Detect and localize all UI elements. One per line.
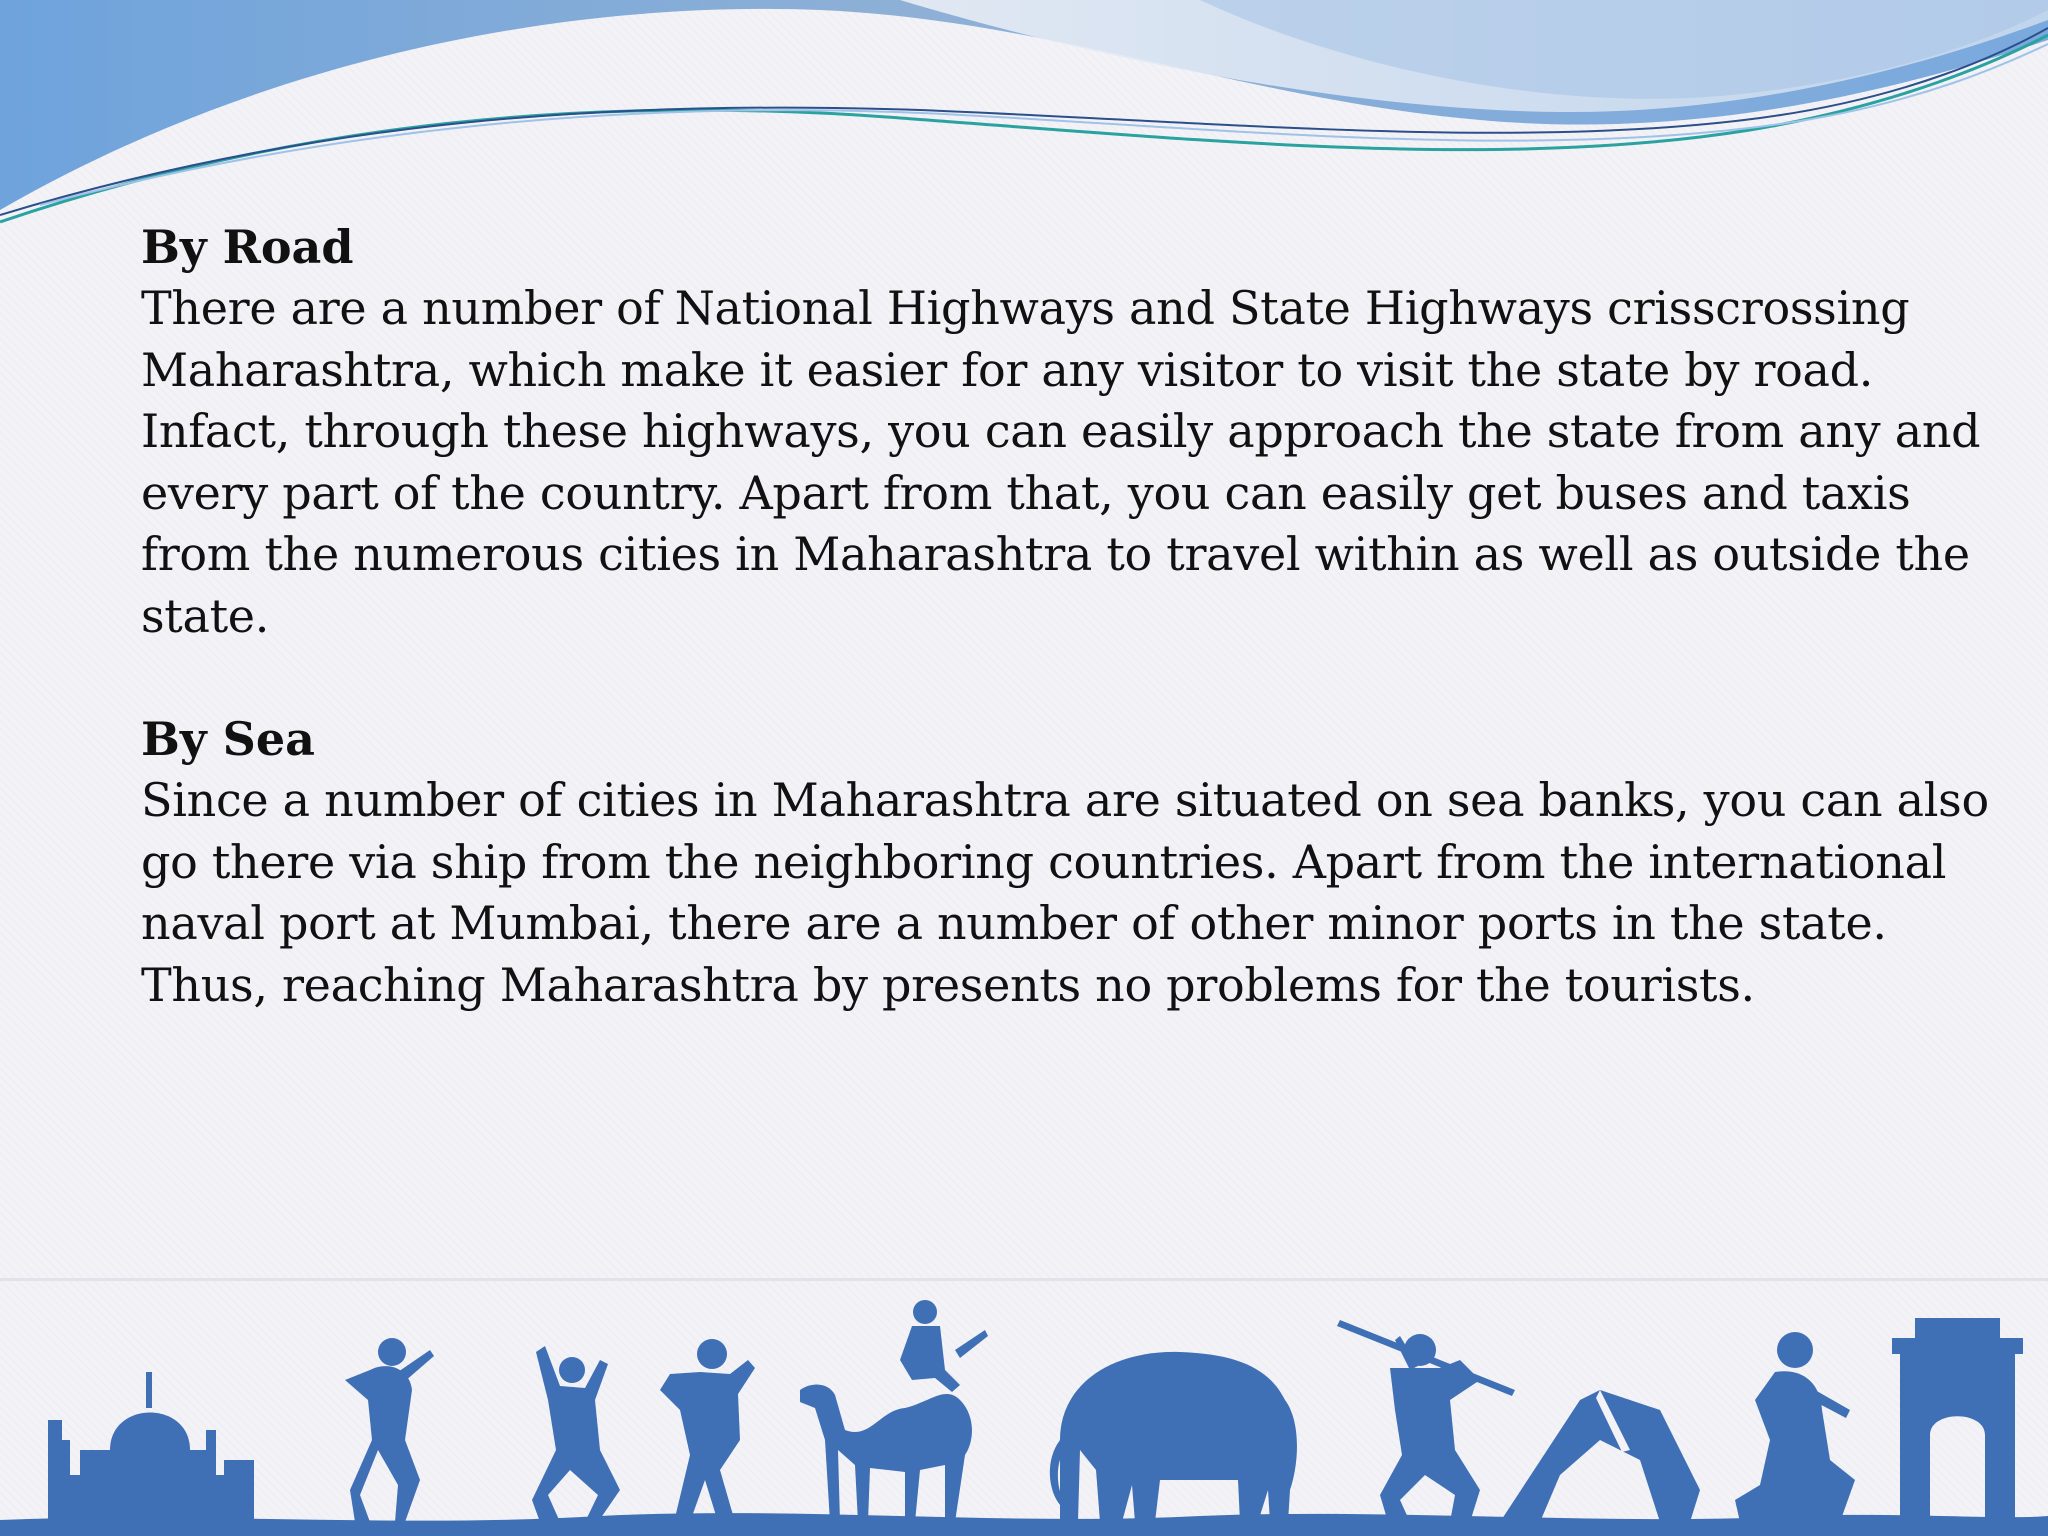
heading-by-road: By Road — [141, 220, 354, 274]
dancer-icon — [660, 1339, 755, 1522]
dancer-icon — [532, 1346, 620, 1522]
header-wave-decoration — [0, 0, 2048, 240]
hunter-icon — [1337, 1320, 1515, 1522]
tent-icon — [1500, 1390, 1700, 1522]
road-line: every part of the country. Apart from that, you can easily get buses and taxis — [141, 465, 1911, 520]
road-line: There are a number of National Highways and State Highways crisscrossing — [141, 281, 1910, 335]
sea-line: go there via ship from the neighboring countries. Apart from the international — [141, 834, 1947, 889]
gate-icon — [1892, 1318, 2023, 1522]
camel-rider-icon — [800, 1300, 988, 1522]
sea-line: naval port at Mumbai, there are a number of other minor ports in the state. — [141, 896, 1887, 950]
sea-line: Thus, reaching Maharashtra by presents no problems for the tourists. — [141, 957, 1755, 1012]
slide-content — [141, 216, 1989, 1016]
dancer-icon — [345, 1338, 434, 1522]
paragraph-by-sea — [141, 770, 1989, 1016]
dancer-icon — [1735, 1332, 1855, 1522]
paragraph-by-road — [141, 278, 1981, 647]
road-line: Maharashtra, which make it easier for any visitor to visit the state by road. — [141, 342, 1874, 397]
elephant-icon — [1050, 1352, 1297, 1522]
footer-silhouette — [0, 1290, 2048, 1536]
road-line: from the numerous cities in Maharashtra to travel within as well as outside the — [141, 527, 1970, 581]
road-line: state. — [141, 588, 270, 643]
road-line: Infact, through these highways, you can easily approach the state from any and — [141, 404, 1981, 458]
sea-line: Since a number of cities in Maharashtra are situated on sea banks, you can also — [141, 773, 1989, 827]
monument-icon — [48, 1372, 254, 1525]
section-gap — [141, 647, 1941, 708]
footer-divider — [0, 1278, 2048, 1281]
heading-by-sea: By Sea — [141, 712, 315, 766]
